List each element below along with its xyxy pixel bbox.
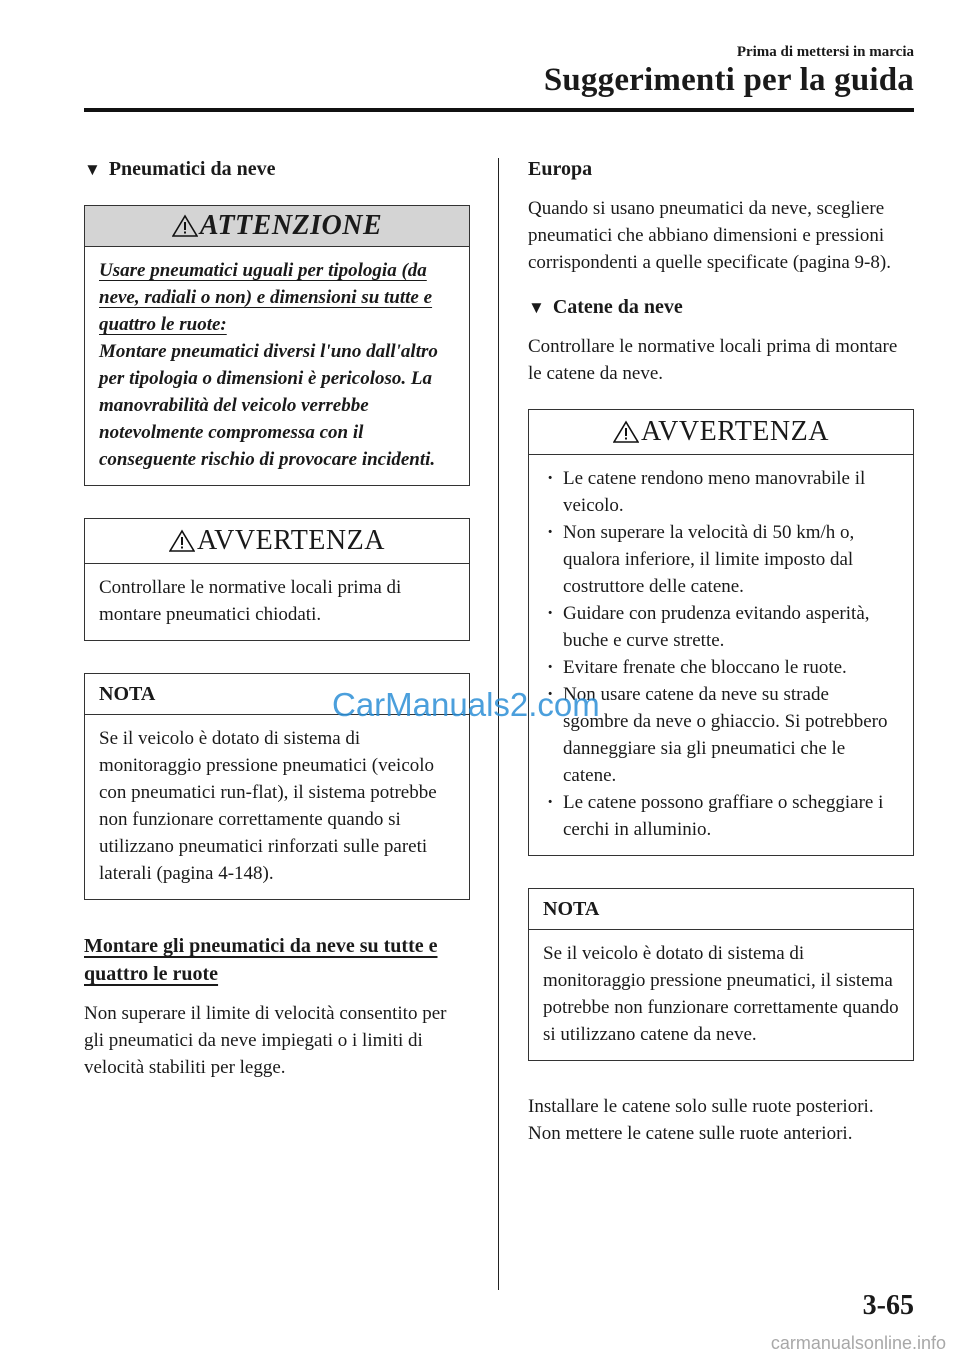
header-rule (84, 108, 914, 112)
all-wheels-section (84, 932, 470, 1081)
all-wheels-subheading: Montare gli pneumatici da neve su tutte e quattro le ruote (84, 935, 438, 985)
chains-warning-body (529, 455, 913, 855)
warning-text: Controllare le normative locali prima di montare pneumatici chiodati. (99, 577, 402, 625)
rear-wheels-line: Installare le catene solo sulle ruote posteriori. (528, 1096, 874, 1117)
caution-title: ATTENZIONE (199, 210, 383, 241)
heading-europe: Europa (528, 158, 593, 180)
chains-warning-header (529, 410, 913, 455)
warning-triangle-icon (169, 529, 195, 553)
note-body (85, 715, 469, 899)
warning-title: AVVERTENZA (197, 525, 385, 556)
header-section: Prima di mettersi in marcia (736, 44, 914, 60)
watermark-carmanualsonline: carmanualsonline.info (770, 1333, 946, 1353)
triangle-down-icon: ▼ (528, 297, 545, 317)
caution-underlined-text: Usare pneumatici uguali per tipologia (da neve, radiali o non) e dimensioni su tutte e quattro le ruote: (99, 260, 433, 335)
heading-snow-tires: ▼ Pneumatici da neve (84, 158, 276, 180)
warning-box (84, 518, 470, 641)
chains-note-text: Se il veicolo è dotato di sistema di monitoraggio pressione pneumatici, il sistema potrebbe non funzionare correttamente quando si utilizzano catene da neve. (543, 943, 899, 1045)
warning-triangle-icon (172, 214, 198, 238)
warning-body (85, 564, 469, 640)
page-number: 3-65 (862, 1290, 914, 1321)
column-divider (498, 158, 499, 1290)
list-item: · Non usare catene da neve su strade sgombre da neve o ghiaccio. Si potrebbero danneggiare sia gli pneumatici che le catene. (543, 681, 899, 789)
europe-paragraph: Quando si usano pneumatici da neve, scegliere pneumatici che abbiano dimensioni e pressioni corrispondenti a quelle specificate (pagina 9-8). (528, 198, 891, 273)
heading-snow-chains: ▼ Catene da neve (528, 296, 683, 318)
front-wheels-line: Non mettere le catene sulle ruote anteriori. (528, 1123, 853, 1144)
list-item: · Guidare con prudenza evitando asperità, buche e curve strette. (543, 600, 899, 654)
list-item: · Evitare frenate che bloccano le ruote. (543, 654, 899, 681)
caution-text: Montare pneumatici diversi l'uno dall'altro per tipologia o dimensioni è pericoloso. La manovrabilità del veicolo verrebbe notevolmente compromessa con il conseguente rischio di provocare incidenti. (99, 341, 438, 470)
note-title: NOTA (85, 674, 469, 715)
list-item: · Non superare la velocità di 50 km/h o, qualora inferiore, il limite imposto dal costruttore delle catene. (543, 519, 899, 600)
right-column (528, 158, 914, 1147)
caution-body (85, 247, 469, 485)
warning-box-header (85, 519, 469, 564)
caution-box (84, 205, 470, 486)
speed-limit-paragraph: Non superare il limite di velocità consentito per gli pneumatici da neve impiegati o i limiti di velocità stabiliti per legge. (84, 1003, 447, 1078)
chains-note-box (528, 888, 914, 1061)
warning-triangle-icon (613, 420, 639, 444)
triangle-down-icon: ▼ (84, 159, 101, 179)
caution-box-header (85, 206, 469, 247)
watermark-carmanuals2: CarManuals2.com (332, 686, 600, 723)
left-column (84, 158, 470, 1081)
chains-warning-box (528, 409, 914, 856)
list-item: · Le catene rendono meno manovrabile il veicolo. (543, 465, 899, 519)
list-item: · Le catene possono graffiare o scheggiare i cerchi in alluminio. (543, 789, 899, 843)
chains-note-title: NOTA (529, 889, 913, 930)
note-text: Se il veicolo è dotato di sistema di monitoraggio pressione pneumatici (veicolo con pneumatici run-flat), il sistema potrebbe non funzionare correttamente quando si utilizzano pneumatici rinforzati sulle pareti laterali (pagina 4-148). (99, 728, 437, 884)
chains-warning-title: AVVERTENZA (641, 416, 829, 447)
chains-warning-list (543, 465, 899, 843)
chains-note-body (529, 930, 913, 1060)
chains-paragraph: Controllare le normative locali prima di montare le catene da neve. (528, 336, 898, 384)
page-title: Suggerimenti per la guida (543, 62, 914, 98)
